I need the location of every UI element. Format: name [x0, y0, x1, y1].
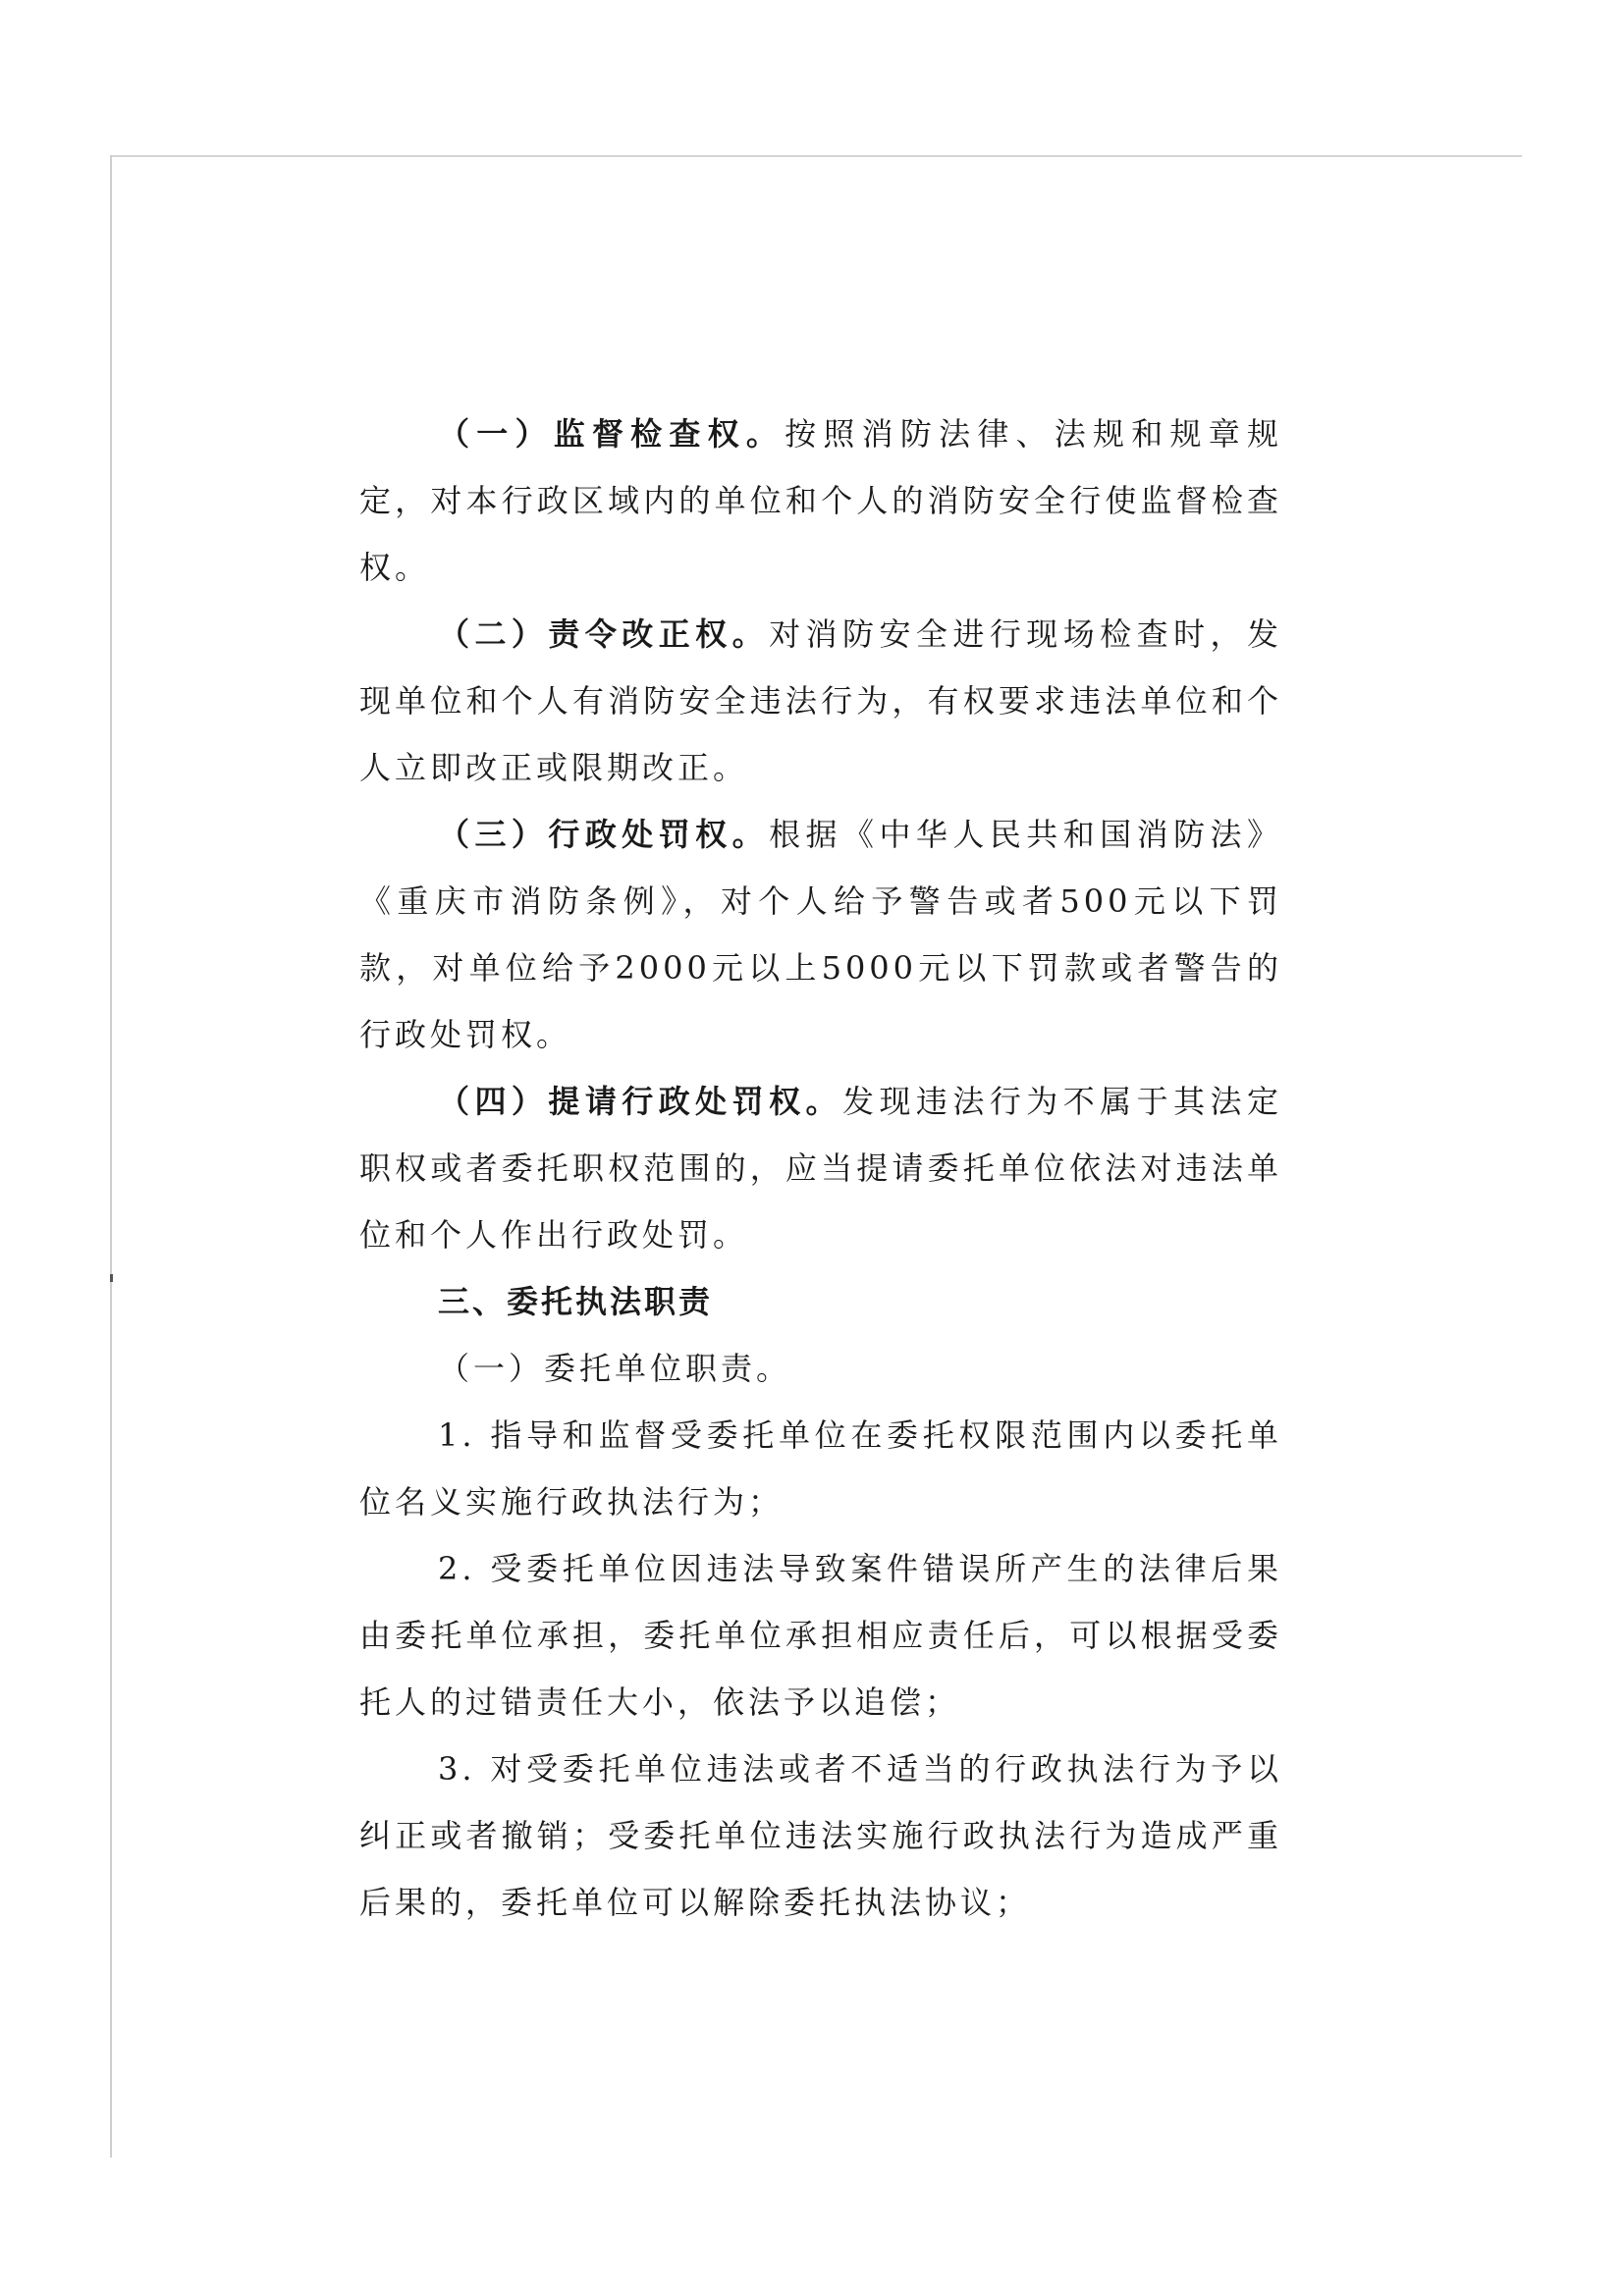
paragraph-rectification-right — [359, 601, 1282, 801]
paragraph-text: 按照消防法律、法规和规章规定，对本行政区域内的单位和个人的消防安全行使监督检查权。 — [359, 415, 1282, 586]
paragraph-text: 对消防安全进行现场检查时，发现单位和个人有消防安全违法行为，有权要求违法单位和个人立即改正或限期改正。 — [359, 615, 1282, 786]
scan-mark — [110, 1274, 113, 1282]
list-item: 2. 受委托单位因违法导致案件错误所产生的法律后果由委托单位承担，委托单位承担相应责任后，可以根据受委托人的过错责任大小，依法予以追偿； — [359, 1550, 1282, 1721]
paragraph-text: 根据《中华人民共和国消防法》《重庆市消防条例》，对个人给予警告或者500元以下罚款，对单位给予2000元以上5000元以下罚款或者警告的行政处罚权。 — [359, 816, 1282, 1053]
paragraph-penalty-request-right — [359, 1068, 1282, 1268]
page-edge-top — [110, 155, 1522, 157]
document-body — [359, 400, 1282, 1936]
list-item: 3. 对受委托单位违法或者不适当的行政执法行为予以纠正或者撤销；受委托单位违法实施行政执法行为造成严重后果的，委托单位可以解除委托执法协议； — [359, 1750, 1282, 1921]
paragraph-supervision-right — [359, 400, 1282, 601]
list-item: 1. 指导和监督受委托单位在委托权限范围内以委托单位名义实施行政执法行为； — [359, 1416, 1282, 1521]
paragraph-lead: （四）提请行政处罚权。 — [438, 1083, 842, 1120]
paragraph-penalty-right — [359, 801, 1282, 1068]
paragraph-lead: （一）监督检查权。 — [438, 415, 785, 453]
page-edge-left — [110, 155, 112, 2158]
paragraph-lead: （二）责令改正权。 — [438, 615, 770, 653]
section-heading: 三、委托执法职责 — [438, 1283, 714, 1320]
paragraph-text: 发现违法行为不属于其法定职权或者委托职权范围的，应当提请委托单位依法对违法单位和个人作出行政处罚。 — [359, 1083, 1282, 1254]
paragraph-lead: （三）行政处罚权。 — [438, 816, 770, 853]
subsection-heading: （一）委托单位职责。 — [438, 1350, 792, 1387]
